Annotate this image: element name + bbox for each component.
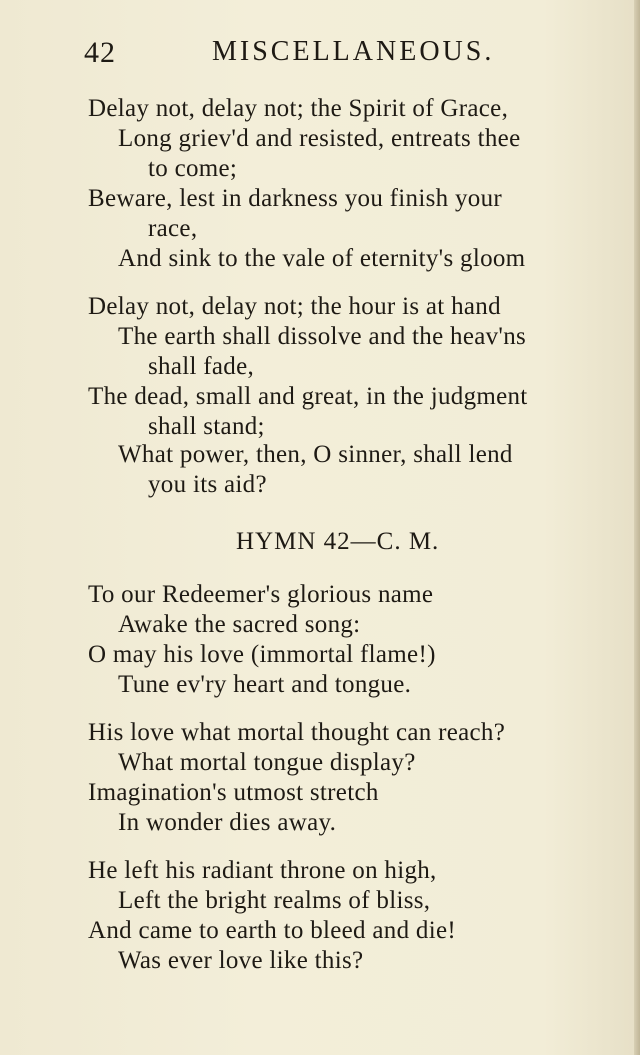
verse-line: Tune ev'ry heart and tongue. — [118, 671, 412, 698]
verse-line: Awake the sacred song: — [118, 611, 361, 638]
verse-line: Beware, lest in darkness you finish your — [88, 185, 503, 212]
page-number: 42 — [84, 36, 116, 69]
verse-line: In wonder dies away. — [118, 809, 337, 836]
page-edge — [634, 0, 640, 1055]
verse-line: shall stand; — [148, 413, 265, 440]
verse-line: What mortal tongue display? — [118, 749, 416, 776]
verse-line: you its aid? — [148, 471, 267, 498]
running-title: MISCELLANEOUS. — [212, 36, 495, 67]
verse-line: To our Redeemer's glorious name — [88, 581, 434, 608]
verse-line: Imagination's utmost stretch — [88, 779, 379, 806]
verse-line: Delay not, delay not; the Spirit of Grace, — [88, 95, 509, 122]
verse-line: And came to earth to bleed and die! — [88, 917, 456, 944]
verse-line: shall fade, — [148, 353, 255, 380]
verse-line: Was ever love like this? — [118, 947, 364, 974]
verse-line: to come; — [148, 155, 238, 182]
hymn-title: HYMN 42—C. M. — [236, 528, 440, 555]
verse-line: Left the bright realms of bliss, — [118, 887, 431, 914]
verse-line: Delay not, delay not; the hour is at hand — [88, 293, 501, 320]
verse-line: What power, then, O sinner, shall lend — [118, 441, 513, 468]
verse-line: And sink to the vale of eternity's gloom — [118, 245, 526, 272]
verse-line: race, — [148, 215, 198, 242]
verse-line: He left his radiant throne on high, — [88, 857, 437, 884]
verse-line: O may his love (immortal flame!) — [88, 641, 436, 668]
verse-line: His love what mortal thought can reach? — [88, 719, 506, 746]
verse-line: The earth shall dissolve and the heav'ns — [118, 323, 527, 350]
verse-line: The dead, small and great, in the judgment — [88, 383, 528, 410]
verse-line: Long griev'd and resisted, entreats thee — [118, 125, 521, 152]
page-header — [84, 36, 504, 76]
